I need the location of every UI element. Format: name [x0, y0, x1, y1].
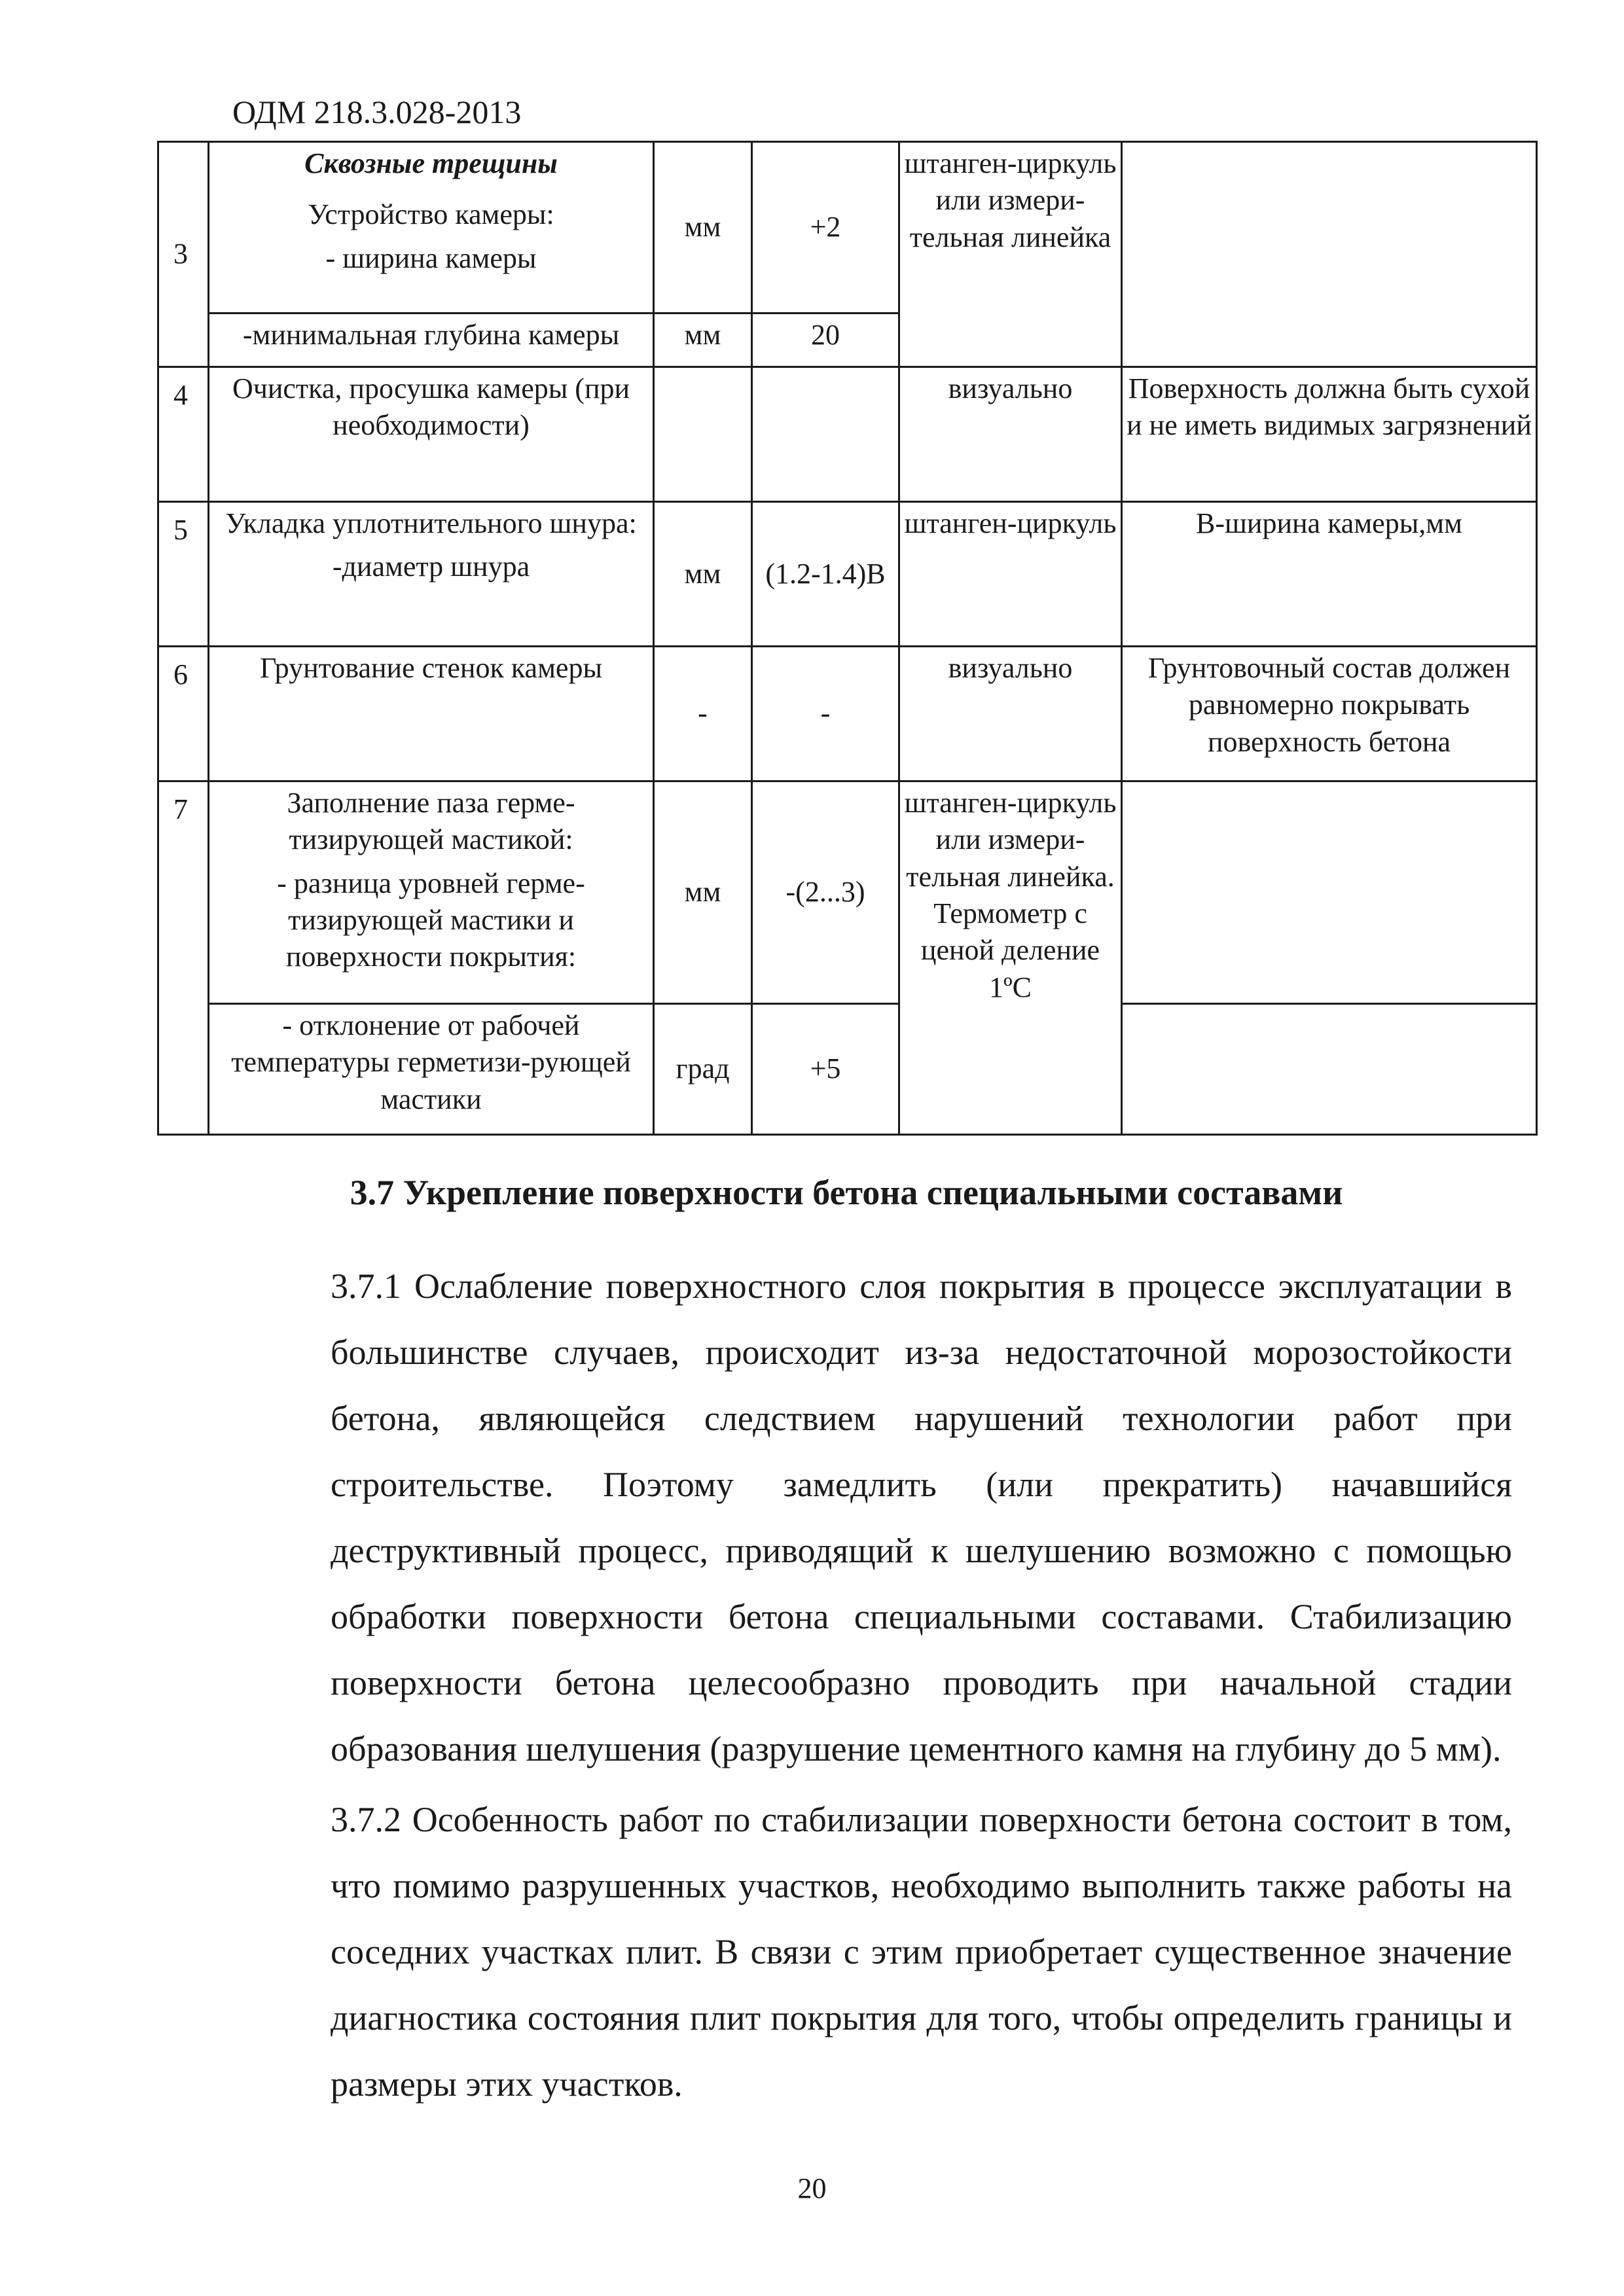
value-cell: 20 [752, 314, 899, 367]
note-cell [1122, 142, 1537, 367]
row-heading: Сквозные трещины [304, 147, 558, 179]
tool-cell: штанген-циркуль [899, 502, 1122, 647]
operation-text: Укладка уплотнительного шнура: [225, 507, 637, 539]
table-row [158, 142, 1537, 314]
paragraph [232, 1787, 1512, 2117]
unit-cell: мм [654, 314, 752, 367]
operation-text: Заполнение паза герме-тизирующей мастикой: [287, 787, 575, 856]
paragraph-text: 3.7.2 Особенность работ по стабилизации поверхности бетона состоит в том, что помимо разрушенных участков, необходимо выполнить также работы на соседних участках плит. В связи с этим приобретает существенное значение диагностика состояния плит покрытия для того, чтобы определить границы и размеры этих участков. [331, 1800, 1512, 2104]
row-number: 5 [158, 502, 209, 647]
row-number: 6 [158, 647, 209, 781]
page-number: 20 [797, 2172, 827, 2204]
value-cell: +2 [752, 142, 899, 314]
tool-cell: штанген-циркуль или измери-тельная линейка. Термометр с ценой деление 1ºС [899, 781, 1122, 1135]
value-cell: -(2...3) [752, 781, 899, 1004]
operation-subtext: - ширина камеры [325, 242, 537, 274]
row-number: 7 [158, 781, 209, 1135]
tool-cell: визуально [899, 367, 1122, 502]
value-cell: - [752, 647, 899, 781]
note-cell [1122, 781, 1537, 1004]
unit-cell: мм [654, 781, 752, 1004]
value-cell [752, 367, 899, 502]
unit-cell: мм [654, 502, 752, 647]
operation-cell [209, 502, 654, 647]
operation-cell [209, 781, 654, 1004]
paragraph [232, 1253, 1512, 1782]
row-number: 3 [158, 142, 209, 367]
unit-cell: град [654, 1004, 752, 1135]
operation-subtext: -диаметр шнура [332, 550, 530, 583]
section-title: 3.7 Укрепление поверхности бетона специальными составами [350, 1173, 1343, 1212]
document-code: ОДМ 218.3.028-2013 [232, 94, 522, 130]
operation-text: Устройство камеры: [308, 198, 554, 231]
note-cell [1122, 1004, 1537, 1135]
operation-cell [209, 142, 654, 314]
note-cell: Поверхность должна быть сухой и не иметь видимых загрязнений [1122, 367, 1537, 502]
value-cell: (1.2-1.4)В [752, 502, 899, 647]
unit-cell [654, 367, 752, 502]
operation-cell: -минимальная глубина камеры [209, 314, 654, 367]
note-cell: В-ширина камеры,мм [1122, 502, 1537, 647]
operation-subtext: - разница уровней герме-тизирующей мастики и поверхности покрытия: [277, 867, 585, 973]
note-cell: Грунтовочный состав должен равномерно покрывать поверхность бетона [1122, 647, 1537, 781]
tool-cell: штанген-циркуль или измери-тельная линейка [899, 142, 1122, 367]
table-row [158, 647, 1537, 781]
table-row [158, 1004, 1537, 1135]
table-row [158, 367, 1537, 502]
unit-cell: - [654, 647, 752, 781]
value-cell: +5 [752, 1004, 899, 1135]
operation-cell: Грунтование стенок камеры [209, 647, 654, 781]
table-row [158, 502, 1537, 647]
paragraph-text: 3.7.1 Ослабление поверхностного слоя покрытия в процессе эксплуатации в большинстве случаев, происходит из-за недостаточной морозостойкости бетона, являющейся следствием нарушений технологии работ при строительстве. Поэтому замедлить (или прекратить) начавшийся деструктивный процесс, приводящий к шелушению возможно с помощью обработки поверхности бетона специальными составами. Стабилизацию поверхности бетона целесообразно проводить при начальной стадии образования шелушения (разрушение цементного камня на глубину до 5 мм). [331, 1266, 1512, 1768]
operation-cell: - отклонение от рабочей температуры герметизи-рующей мастики [209, 1004, 654, 1135]
unit-cell: мм [654, 142, 752, 314]
operation-cell: Очистка, просушка камеры (при необходимости) [209, 367, 654, 502]
row-number: 4 [158, 367, 209, 502]
tool-cell: визуально [899, 647, 1122, 781]
table-row [158, 781, 1537, 1004]
control-table [157, 141, 1538, 1136]
